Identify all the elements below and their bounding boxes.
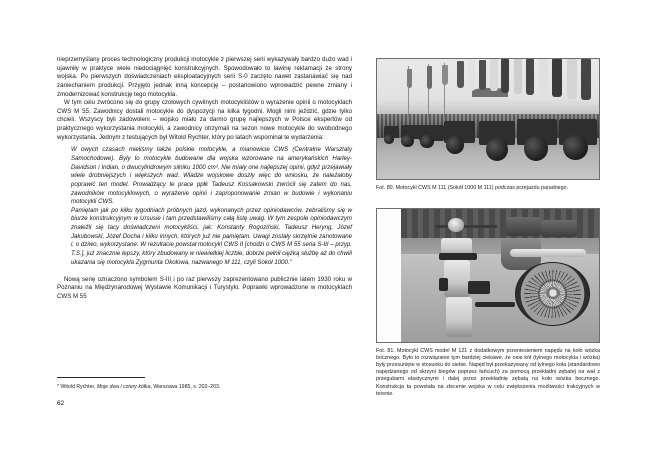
figure-fot-80 [376, 58, 600, 192]
banner [539, 59, 548, 96]
banner [514, 59, 522, 94]
banner [552, 59, 561, 97]
body-paragraph-2: W tym celu zwrócono się do grupy czołowych cywilnych motocyklistów o wyrażenie opinii o motocyklach CWS M 55. Zawodnicy dostali motocykle do dyspozycji na kilka tygodni. Mogli nimi jeździć, gdzie tylko chcieli. Wszyscy byli zadowoleni – wojsko miało za darmo grupę najlepszych w Polsce ekspertów od praktycznego wykorzystania motocykli, a zawodnicy otrzymali na sezon nowe motocykle do swobodnego wykorzystania. Jednym z testujących był Witold Rychter, który po latach wspominał te wydarzenia: [57, 99, 352, 141]
quote-paragraph-2: Pamiętam jak po kilku tygodniach próbnych jazd, wykonanych przez opiniodawców, zebraliśmy się w biurze konstrukcyjnym w Ursusie i tam przedstawiliśmy całą listę uwag. W tym zespole opiniodawczym znaleźli się tacy doświadczeni motocykliści, jak: Konstanty Rogoziński, Tadeusz Heryng, Józef Jakubowski, Józef Docha i kilku innych, których już nie pamiętam. Uwagi zostały skrzętnie zanotowane i, o dziwo, wykorzystane. W rezultacie powstał motocykl CWS II [chodzi o CWS M 55 seria S-III – przyp. T.S.], już znacznie lepszy, który zbudowany w niewielkiej liczbie, dobrze pełnił ciężką służbę aż do chwili ukazania się motocykla Zygmunta Okołowa, nazwanego M 111, czyli Sokół 1000." [71, 206, 352, 266]
photo-sidecar-scene [377, 209, 599, 342]
toolbox [439, 278, 448, 291]
wheel [401, 135, 413, 147]
wheel [563, 135, 587, 160]
wheel [420, 135, 433, 148]
barrel [506, 217, 542, 236]
figure-caption-81: Fot. 81. Motocykl CWS model M 121 z dodatkowym przeniesieniem napędu na koło wózka bocznego. Było to rozwiązanie tym bardziej ciekawe, że osie kół (tylnego motocykla i wózka) były przesunięte w stosunku do siebie. Napęd był przekazywany od tylnego koła (standardowo napędzanego od skrzyni biegów poprzez łańcuch) za pomocą przekładni zębatej na wał z przegubami elastycznymi i dalej przez przekładnię zębatą na koło wózka bocznego. Konstrukcja ta powstała na zlecenie wojska w celu zwiększenia możliwości trakcyjnych w terenie. [376, 347, 600, 397]
banner [457, 61, 464, 87]
banner [442, 65, 448, 85]
footnote-author: Witold Rychter, [60, 384, 96, 390]
photo-parade-scene [377, 59, 599, 179]
footnote-separator-rule [57, 377, 145, 378]
banner [479, 60, 486, 90]
body-paragraph-3: Nową serię oznaczono symbolem S-III i po raz pierwszy zaprezentowano publicznie latem 1930 roku w Poznaniu na Międzynarodowej Wystawie Komunikacji i Turystyki. Poprawki wprowadzone w motocyklach CWS M 55 [57, 275, 352, 301]
quote-paragraph-1: W owych czasach mieliśmy także polskie motocykle, a mianowicie CWS (Centralne Warsztaty Samochodowe). Były to motocykle budowane dla wojska wzorowane na amerykańskich Harley-Davidson i Indian, o dwucylindrowym silniku 1000 cm³. Nie miały one najlepszej opinii, gdyż przejawiały wiele drobniejszych i większych wad. Władze wojskowe doszły więc do wniosku, że należałoby poprawić ten model. Prowadzący te prace ppłk Tadeusz Kossakowski zwrócił się zatem do nas, zawodników motocyklowych, o wyrażenie opinii i zaproponowanie zmian w budowie i wykonaniu motocykli CWS. [71, 146, 352, 206]
footnote-title: Moje dwa i cztery kółka [96, 384, 151, 390]
wheel [524, 136, 548, 161]
handlebar [435, 225, 497, 228]
photo-parade [376, 58, 600, 180]
banner [490, 59, 498, 91]
wheel [384, 135, 394, 145]
drive-shaft [475, 302, 515, 307]
footnote-rest: , Warszawa 1985, s. 202–203. [150, 384, 221, 390]
photo-left-margin [377, 209, 401, 342]
banner [407, 69, 412, 88]
banner [581, 59, 591, 100]
drive-linkage [468, 281, 490, 294]
footnote-marker: * [57, 384, 60, 390]
headlamp [448, 218, 464, 231]
rear-wheel-shadow [446, 297, 473, 337]
banner [427, 66, 432, 89]
blockquote [71, 146, 352, 267]
photo-sidecar [376, 208, 600, 343]
body-paragraph-1: nieprzemyślany proces technologiczny produkcji motocykle z pierwszej serii wykazywały bardzo dużo wad i ujawniły w praktyce wiele niedociągnięć konstrukcyjnych. Spowodowało to lawinę reklamacji ze strony wojska. Po pierwszych doświadczeniach eksploatacyjnych serii S-0 zaczęto nawet zastanawiać się nad zaniechaniem produkcji. Przyjęto jednak inną koncepcję – postanowiono wprowadzić pewne zmiany i zmodernizować konstrukcję tego motocykla. [57, 56, 352, 98]
barrel [541, 220, 577, 237]
wheel [446, 136, 464, 154]
banner [526, 59, 534, 95]
luggage-rack [439, 253, 477, 260]
wheel [486, 138, 508, 161]
banner [468, 60, 475, 89]
sidecar-fender [510, 249, 585, 257]
figure-caption-80: Fot. 80. Motocykl CWS M 111 (Sokół 1000 M 111) podczas przejazdu paradnego. [376, 184, 569, 191]
page-number: 62 [57, 400, 65, 407]
figure-fot-81 [376, 208, 600, 398]
banner [567, 59, 577, 99]
footnote [57, 384, 357, 391]
banner [501, 59, 509, 93]
text-column [57, 56, 352, 302]
